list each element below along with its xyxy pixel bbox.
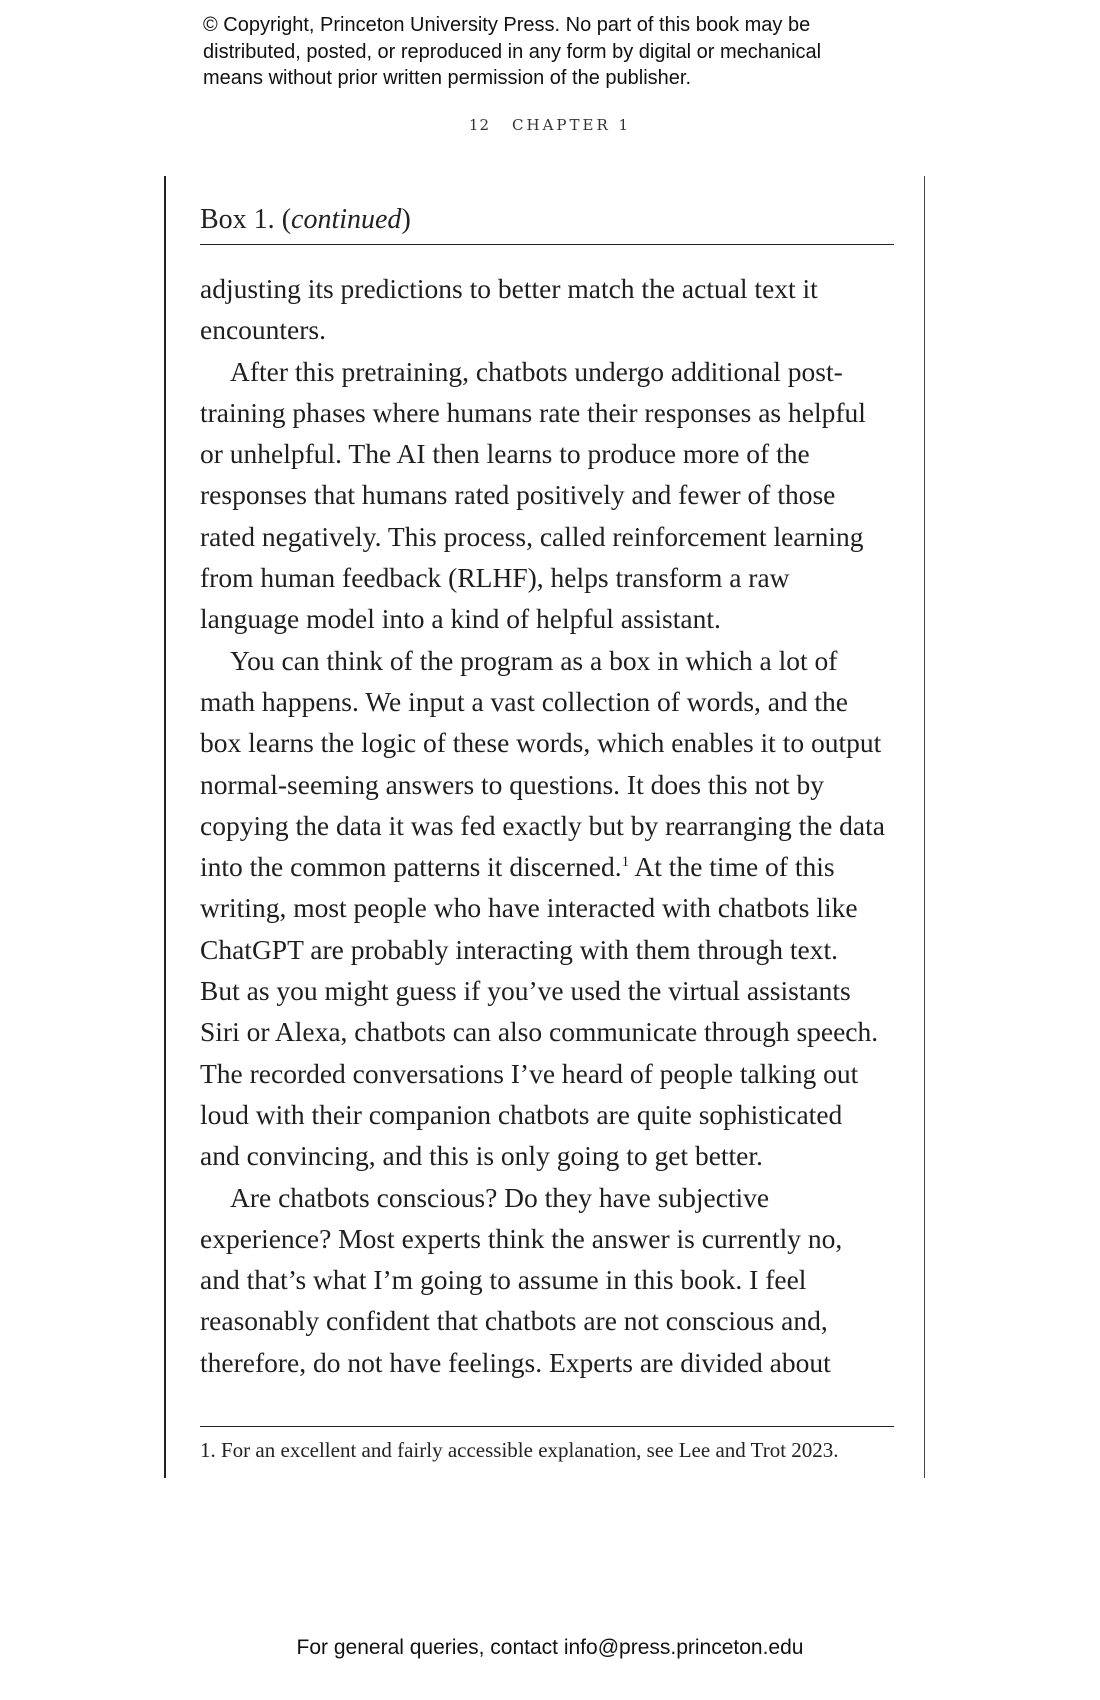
text-line	[200, 516, 900, 557]
footnote-ref[interactable]: 1	[621, 854, 630, 870]
line-text: therefore, do not have feelings. Experts are divided about	[200, 1346, 831, 1378]
text-line	[200, 929, 900, 970]
chapter-label: CHAPTER 1	[512, 116, 632, 134]
text-line	[200, 268, 900, 309]
text-line	[200, 681, 900, 722]
line-text: The recorded conversations I’ve heard of people talking out	[200, 1057, 859, 1089]
text-line	[200, 1094, 900, 1135]
line-text: copying the data it was fed exactly but by rearranging the data	[200, 809, 885, 841]
copyright-notice	[203, 12, 923, 92]
footer-contact: For general queries, contact info@press.princeton.edu	[296, 1636, 804, 1659]
text-line	[200, 1135, 900, 1176]
text-line	[200, 887, 900, 928]
line-text: reasonably confident that chatbots are not conscious and,	[200, 1305, 828, 1337]
line-text: box learns the logic of these words, which enables it to output	[200, 727, 882, 759]
line-text: language model into a kind of helpful assistant.	[200, 603, 721, 635]
text-line	[200, 1259, 900, 1300]
line-text: rated negatively. This process, called reinforcement learning	[200, 520, 864, 552]
text-line	[200, 1342, 900, 1383]
text-line	[200, 1177, 900, 1218]
line-text: encounters.	[200, 314, 326, 346]
line-text: from human feedback (RLHF), helps transform a raw	[200, 562, 790, 594]
line-text: At the time of this	[629, 851, 835, 883]
running-head	[0, 116, 1100, 134]
line-text: Are chatbots conscious? Do they have subjective	[230, 1181, 770, 1213]
line-text: But as you might guess if you’ve used the virtual assistants	[200, 975, 851, 1007]
line-text: training phases where humans rate their responses as helpful	[200, 396, 866, 428]
text-line	[200, 351, 900, 392]
line-text: loud with their companion chatbots are quite sophisticated	[200, 1098, 843, 1130]
line-text: and that’s what I’m going to assume in this book. I feel	[200, 1264, 807, 1296]
text-line	[200, 309, 900, 350]
text-line	[200, 433, 900, 474]
line-text: You can think of the program as a box in which a lot of	[230, 644, 838, 676]
text-line	[200, 474, 900, 515]
line-text: or unhelpful. The AI then learns to produce more of the	[200, 438, 810, 470]
box-body	[200, 268, 900, 1383]
line-text: experience? Most experts think the answer is currently no,	[200, 1222, 843, 1254]
page-number: 12	[468, 116, 491, 134]
copyright-line: distributed, posted, or reproduced in any form by digital or mechanical	[203, 40, 822, 63]
footnote: 1. For an excellent and fairly accessible explanation, see Lee and Trot 2023.	[200, 1438, 839, 1462]
line-text: into the common patterns it discerned.	[200, 851, 622, 883]
line-text: After this pretraining, chatbots undergo additional post-	[230, 355, 843, 387]
text-line	[200, 722, 900, 763]
text-line	[200, 764, 900, 805]
footnote-rule	[200, 1426, 894, 1427]
box-title-continued: continued	[291, 204, 402, 235]
text-line	[200, 640, 900, 681]
line-text: adjusting its predictions to better match the actual text it	[200, 273, 818, 304]
line-text: writing, most people who have interacted with chatbots like	[200, 892, 858, 924]
line-text: ChatGPT are probably interacting with them through text.	[200, 933, 838, 965]
text-line	[200, 392, 900, 433]
copyright-line: means without prior written permission of the publisher.	[203, 67, 692, 89]
text-line	[200, 970, 900, 1011]
text-box	[164, 176, 925, 1478]
box-title	[200, 204, 411, 236]
text-line	[200, 1218, 900, 1259]
text-line	[200, 598, 900, 639]
copyright-line: © Copyright, Princeton University Press. No part of this book may be	[203, 14, 811, 36]
line-text: and convincing, and this is only going to get better.	[200, 1140, 763, 1172]
paren: )	[401, 204, 411, 235]
box-title-label: Box 1.	[200, 204, 275, 235]
text-line	[200, 1053, 900, 1094]
paren: (	[281, 204, 292, 235]
line-text: Siri or Alexa, chatbots can also communicate through speech.	[200, 1016, 879, 1048]
text-line	[200, 1011, 900, 1052]
text-line	[200, 1300, 900, 1341]
text-line	[200, 805, 900, 846]
line-text: responses that humans rated positively and fewer of those	[200, 479, 836, 511]
line-text: normal-seeming answers to questions. It does this not by	[200, 768, 825, 800]
text-line	[200, 557, 900, 598]
text-line	[200, 846, 900, 887]
line-text: math happens. We input a vast collection of words, and the	[200, 685, 848, 717]
title-rule	[200, 244, 894, 245]
